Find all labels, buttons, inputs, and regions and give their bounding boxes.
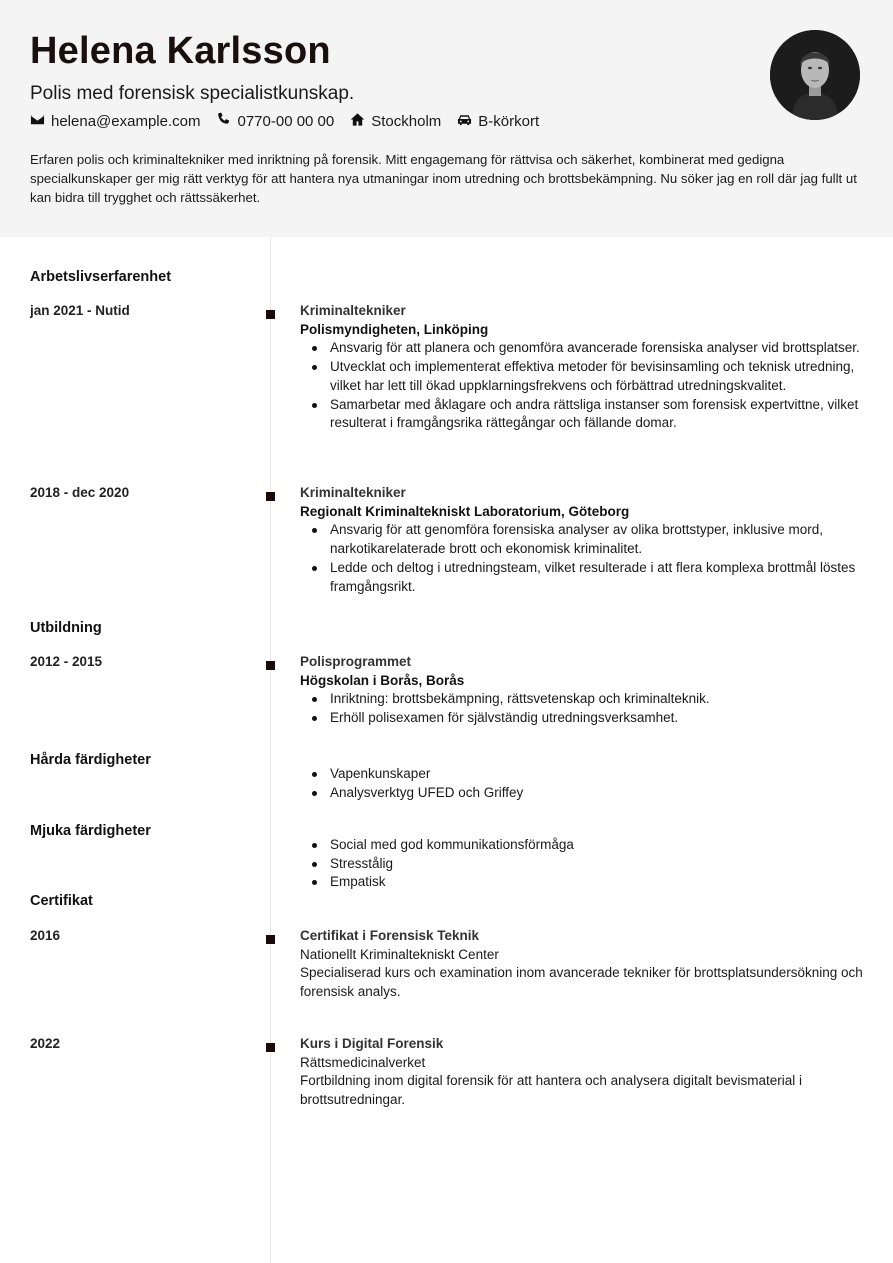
list-item: Empatisk — [300, 873, 865, 892]
certificate-date: 2022 — [30, 1036, 61, 1051]
education-bullets — [300, 690, 865, 727]
education-date: 2012 - 2015 — [30, 654, 103, 669]
list-item: Inriktning: brottsbekämpning, rättsvetenskap och kriminalteknik. — [300, 690, 865, 709]
work-entry — [300, 484, 865, 596]
section-title-certificates: Certifikat — [30, 893, 93, 909]
work-bullets — [300, 339, 865, 433]
contact-row — [30, 112, 555, 131]
candidate-name: Helena Karlsson — [30, 30, 331, 72]
list-item: Ansvarig för att planera och genomföra avancerade forensiska analyser vid brottsplatser. — [300, 339, 865, 358]
list-item: Ledde och deltog i utredningsteam, vilket resulterade i att flera komplexa brottmål löstes framgångsrikt. — [300, 559, 865, 596]
certificate-description: Specialiserad kurs och examination inom avancerade tekniker för brottsplatsundersökning och forensisk analys. — [300, 965, 863, 1000]
timeline-marker — [266, 935, 275, 944]
home-icon — [350, 112, 371, 131]
section-title-hard-skills: Hårda färdigheter — [30, 752, 151, 768]
list-item: Erhöll polisexamen för självständig utredningsverksamhet. — [300, 709, 865, 728]
section-title-education: Utbildning — [30, 620, 102, 636]
candidate-subtitle: Polis med forensisk specialistkunskap. — [30, 83, 355, 104]
certificate-entry — [300, 927, 865, 1002]
education-school: Högskolan i Borås, Borås — [300, 672, 465, 688]
certificate-date: 2016 — [30, 928, 61, 943]
contact-city — [350, 112, 441, 131]
certificate-name: Kurs i Digital Forensik — [300, 1036, 444, 1051]
certificate-issuer: Rättsmedicinalverket — [300, 1054, 426, 1070]
certificate-entry — [300, 1035, 865, 1110]
phone-icon — [216, 112, 237, 131]
email-text: helena@example.com — [51, 113, 201, 130]
work-employer: Polismyndigheten, Linköping — [300, 321, 489, 337]
phone-text: 0770-00 00 00 — [237, 113, 335, 130]
work-role: Kriminaltekniker — [300, 485, 406, 500]
timeline-marker — [266, 310, 275, 319]
header — [0, 0, 893, 237]
list-item: Social med god kommunikationsförmåga — [300, 836, 865, 855]
timeline-line — [270, 237, 271, 1263]
hard-skills-list — [300, 765, 865, 802]
certificate-description: Fortbildning inom digital forensik för att hantera och analysera digitalt bevismaterial i brottsutredningar. — [300, 1073, 803, 1108]
list-item: Stresstålig — [300, 855, 865, 874]
profile-summary: Erfaren polis och kriminaltekniker med inriktning på forensik. Mitt engagemang för rättvisa och säkerhet, kombinerat med gedigna specialkunskaper ger mig rätt verktyg för att hantera nya utmaningar inom utredning och brottsbekämpning. Nu söker jag en roll där jag fullt ut kan bidra till trygghet och rättssäkerhet. — [30, 152, 857, 205]
profile-photo — [770, 30, 860, 120]
car-icon — [457, 112, 478, 131]
list-item: Vapenkunskaper — [300, 765, 865, 784]
work-date: jan 2021 - Nutid — [30, 303, 130, 318]
education-program: Polisprogrammet — [300, 654, 412, 669]
work-date: 2018 - dec 2020 — [30, 485, 130, 500]
timeline-marker — [266, 492, 275, 501]
license-text: B-körkort — [478, 113, 540, 130]
list-item: Utvecklat och implementerat effektiva metoder för bevisinsamling och teknisk utredning, vilket har lett till ökad uppklarningsfrekvens och förbättrad utredningskvalitet. — [300, 358, 865, 395]
certificate-name: Certifikat i Forensisk Teknik — [300, 928, 480, 943]
soft-skills-list — [300, 836, 865, 892]
education-entry — [300, 653, 865, 728]
contact-email[interactable] — [30, 112, 200, 131]
contact-license — [457, 112, 539, 131]
list-item: Ansvarig för att genomföra forensiska analyser av olika brottstyper, inklusive mord, narkotikarelaterade brott och ekonomisk kriminalitet. — [300, 521, 865, 558]
timeline-marker — [266, 1043, 275, 1052]
list-item: Analysverktyg UFED och Griffey — [300, 784, 865, 803]
timeline-marker — [266, 661, 275, 670]
city-text: Stockholm — [371, 113, 442, 130]
contact-phone[interactable] — [216, 112, 334, 131]
work-role: Kriminaltekniker — [300, 303, 406, 318]
work-bullets — [300, 521, 865, 596]
section-title-soft-skills: Mjuka färdigheter — [30, 823, 151, 839]
certificate-issuer: Nationellt Kriminaltekniskt Center — [300, 946, 499, 962]
envelope-icon — [30, 112, 51, 131]
section-title-work: Arbetslivserfarenhet — [30, 269, 172, 285]
work-employer: Regionalt Kriminaltekniskt Laboratorium, Göteborg — [300, 503, 630, 519]
work-entry — [300, 302, 865, 433]
list-item: Samarbetar med åklagare och andra rättsliga instanser som forensisk expertvittne, vilket resulterat i framgångsrika rättegångar och fällande domar. — [300, 396, 865, 433]
